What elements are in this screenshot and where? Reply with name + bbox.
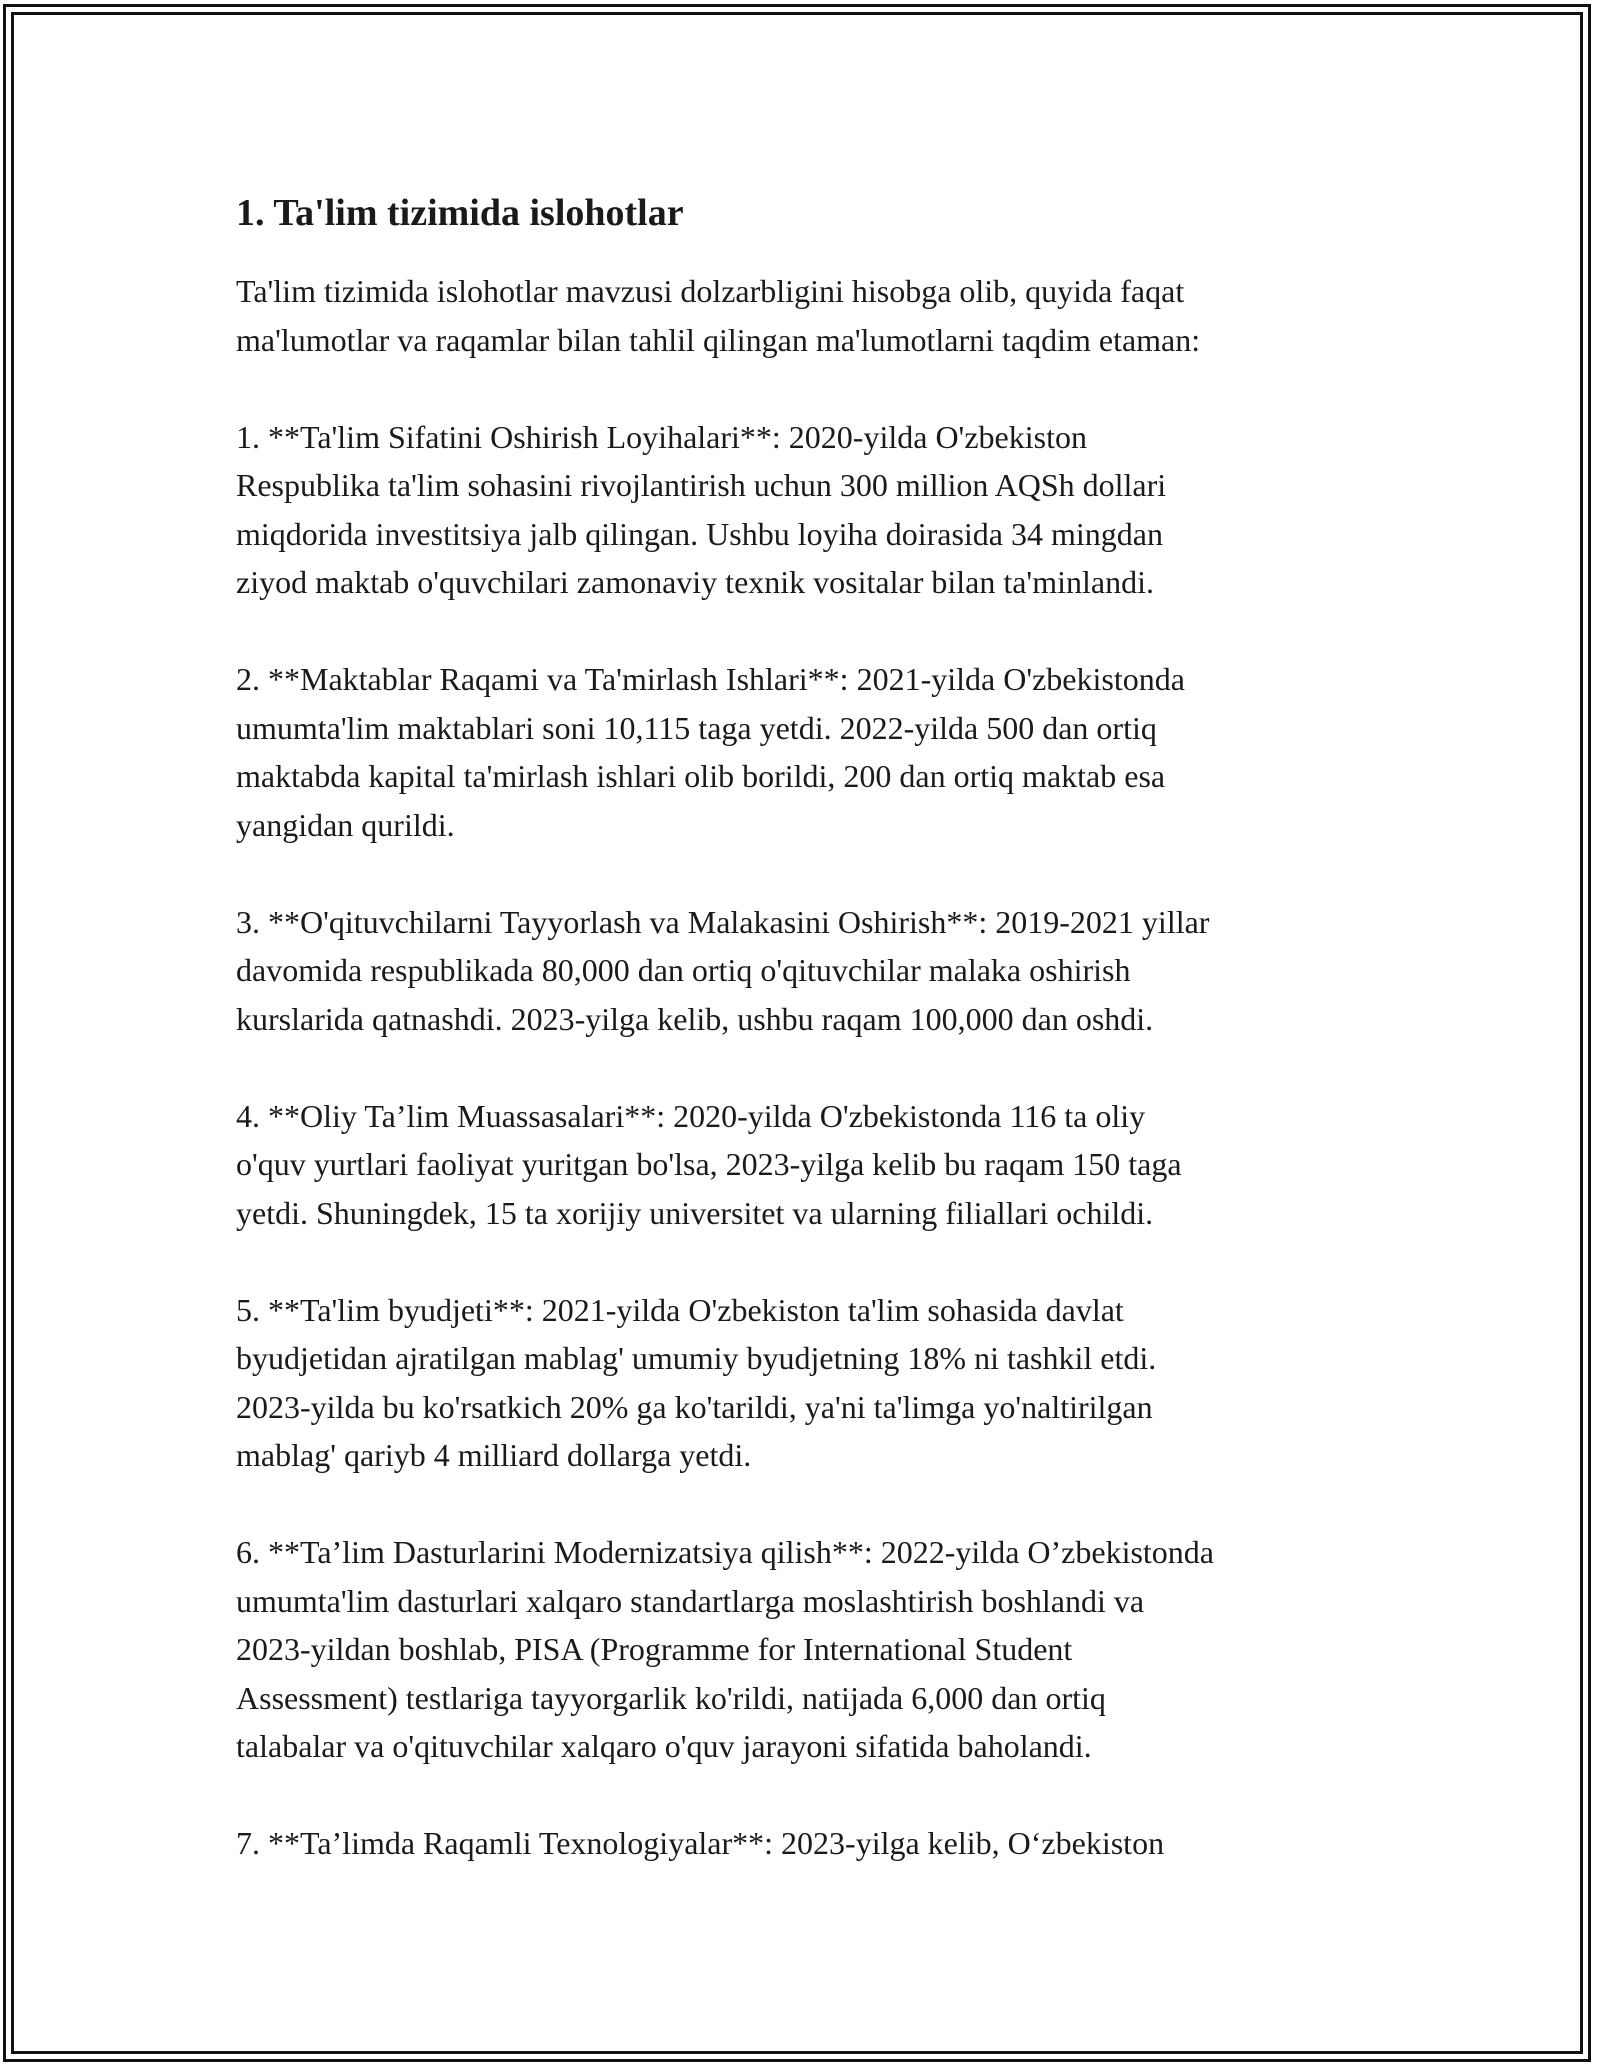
- list-item-2: 2. **Maktablar Raqami va Ta'mirlash Ishlari**: 2021-yilda O'zbekistonda umumta'lim maktablari soni 10,115 taga yetdi. 2022-yilda 500 dan ortiq maktabda kapital ta'mirlash ishlari olib borildi, 200 dan ortiq maktab esa yangidan qurildi.: [236, 661, 1185, 843]
- list-item-7: 7. **Ta’limda Raqamli Texnologiyalar**: 2023-yilga kelib, O‘zbekiston: [236, 1825, 1165, 1861]
- list-item-3: 3. **O'qituvchilarni Tayyorlash va Malakasini Oshirish**: 2019-2021 yillar davomida respublikada 80,000 dan ortiq o'qituvchilar malaka oshirish kurslarida qatnashdi. 2023-yilga kelib, ushbu raqam 100,000 dan oshdi.: [236, 903, 1210, 1037]
- document-body: [236, 185, 1366, 1916]
- list-item-5: 5. **Ta'lim byudjeti**: 2021-yilda O'zbekiston ta'lim sohasida davlat byudjetidan ajratilgan mablag' umumiy byudjetning 18% ni tashkil etdi. 2023-yilda bu ko'rsatkich 20% ga ko'tarildi, ya'ni ta'limga yo'naltirilgan mablag' qariyb 4 milliard dollarga yetdi.: [236, 1291, 1157, 1473]
- list-item-6: 6. **Ta’lim Dasturlarini Modernizatsiya qilish**: 2022-yilda O’zbekistonda umumta'lim dasturlari xalqaro standartlarga moslashtirish boshlandi va 2023-yildan boshlab, PISA (Programme for International Student Assessment) testlariga tayyorgarlik ko'rildi, natijada 6,000 dan ortiq talabalar va o'qituvchilar xalqaro o'quv jarayoni sifatida baholandi.: [236, 1534, 1214, 1764]
- list-item-4: 4. **Oliy Ta’lim Muassasalari**: 2020-yilda O'zbekistonda 116 ta oliy o'quv yurtlari faoliyat yuritgan bo'lsa, 2023-yilga kelib bu raqam 150 taga yetdi. Shuningdek, 15 ta xorijiy universitet va ularning filiallari ochildi.: [236, 1097, 1182, 1231]
- list-item-1: 1. **Ta'lim Sifatini Oshirish Loyihalari**: 2020-yilda O'zbekiston Respublika ta'lim sohasini rivojlantirish uchun 300 million AQSh dollari miqdorida investitsiya jalb qilingan. Ushbu loyiha doirasida 34 mingdan ziyod maktab o'quvchilari zamonaviy texnik vositalar bilan ta'minlandi.: [236, 418, 1167, 600]
- intro-paragraph: Ta'lim tizimida islohotlar mavzusi dolzarbligini hisobga olib, quyida faqat ma'lumotlar va raqamlar bilan tahlil qilingan ma'lumotlarni taqdim etaman:: [236, 273, 1201, 358]
- document-title: 1. Ta'lim tizimida islohotlar: [236, 192, 684, 234]
